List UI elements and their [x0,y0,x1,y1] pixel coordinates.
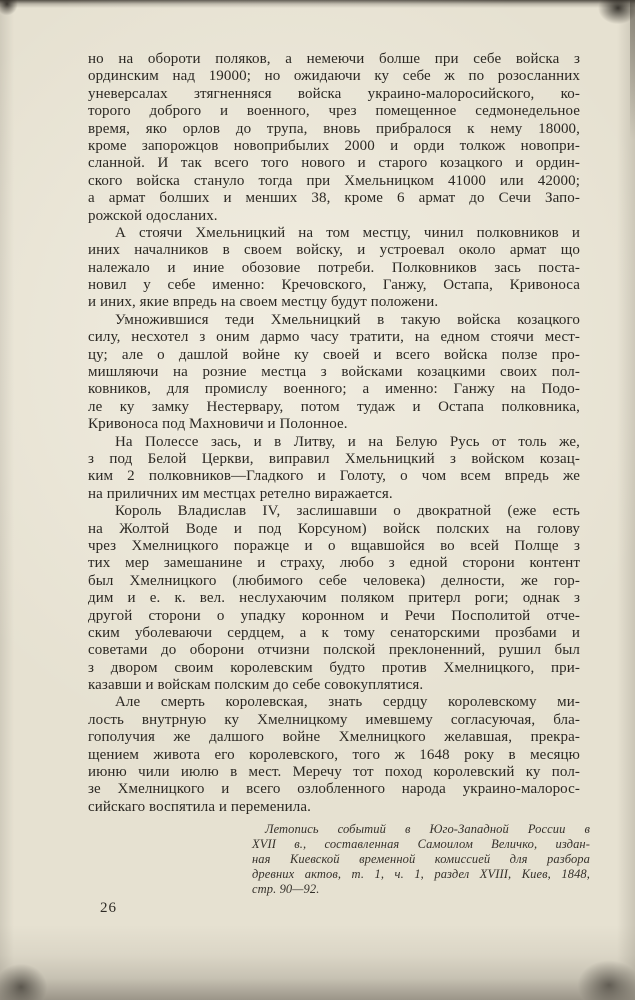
body-paragraph-1: но на обороти поляков, а немеючи болше при себе войска з ординским над 19000; но ожидаючи ку себе ж по розосланних уневерсалах зтягненняся войска украино-малоросийского, ко- торого доброго и военного, чрез помещенное седмонедельное время, яко орлов до трупа, вновь прибралося к нему 18000, кроме запорожцов новоприбылих 2000 и орди толкож новопри- сланной. И так всего того нового и старого козацкого и ордин- ского войска стануло тогда при Хмельницком 41000 или 42000; а армат болших и менших 38, кроме 6 армат до Сечи Запо- рожской одосланих. [88,51,580,224]
scan-shadow-bottom-right [567,952,635,1000]
text-block [88,51,580,816]
body-paragraph-2: А стоячи Хмельницкий на том местцу, чинил полковников и иних началников в своем войску, и устроевал около армат що належало и иние обозовие потреби. Полковников зась поста- новил у себе именно: Кречовского, Ганжу, Остапа, Кривоноса и иних, якие впредь на своем местцу будут положени. [88,224,580,311]
body-paragraph-6: Але смерть королевская, знать сердцу королевскому ми- лость внутрную ку Хмелницкому имевшему согласуючая, бла- гополучия же далшого войне Хмелницкого желавшая, прекра- щением живота его королевского, того ж 1648 року в месяцю июню чили июлю в мест. Меречу тот поход королевский ку пол- зе Хмелницкого и всего озлобленного народа украино-малорос- сийскаго воспятила и переменила. [88,694,580,815]
scan-shadow-bottom-left [0,956,56,1000]
page-number: 26 [100,900,117,916]
scan-smudge-top-left [0,0,22,20]
source-citation: Летопись событий в Юго-Западной России в XVII в., составленная Самоилом Величко, издан- ная Киевской временной комиссией для разбора древних актов, т. 1, ч. 1, раздел XVIII, Киев, 1848, стр. 90—92. [252,822,590,896]
body-paragraph-4: На Полессе зась, и в Литву, и на Белую Русь от толь же, з под Белой Церкви, виправил Хмельницкий з войском козац- ким 2 полковников—Гладкого и Голоту, о чом всем впредь же на приличних им местцах ретелно виражается. [88,433,580,502]
body-paragraph-5: Король Владислав IV, заслишавши о двократной (еже есть на Жолтой Воде и под Корсуном) войск полских на голову чрез Хмелницкого поражце и о вщавшойся во всей Полще з тих мер замешанине и страху, любо з едной сторони контент был Хмелницкого (любимого себе человека) делности, же гор- дим и е. к. вел. неслухаючим поляком притерл роги; однак з другой сторони о упадку коронном и Речи Посполитой отче- ским уболеваючи сердцем, а к тому сенаторскими прозбами и советами до оборони отчизни полской преклоненний, рушил был з двором своим королевским будто против Хмелницкого, при- казавши и войскам полским до себе совокуплятися. [88,503,580,694]
scan-smudge-top-right [591,0,635,30]
scan-edge-right [630,0,635,140]
body-paragraph-3: Умножившися теди Хмельницкий в такую войска козацкого силу, несхотел з оним дармо часу тратити, на едном стоячи мест- цу; але о дашлой войне ку своей и всего войска ползе про- мишляючи на розние местца з войсками козацкими своих пол- ковников, для промислу военного; а именно: Ганжу на Подо- ле ку замку Нестервару, потом тудаж и Остапа полковника, Кривоноса под Махновичи и Полонное. [88,311,580,433]
